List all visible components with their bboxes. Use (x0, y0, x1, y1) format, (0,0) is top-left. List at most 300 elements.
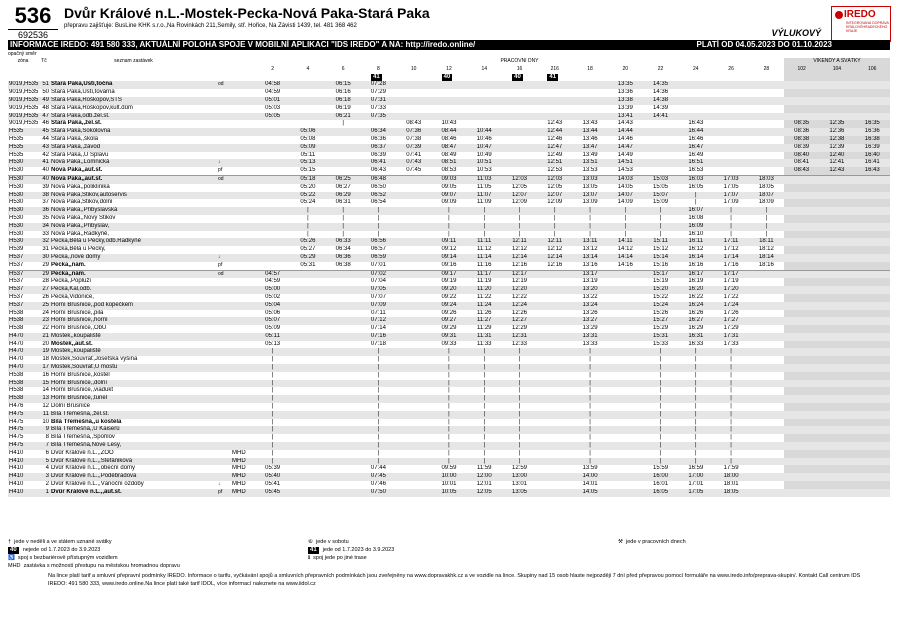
time-cell: | (467, 442, 502, 450)
zone-cell: H470 (8, 348, 38, 356)
time-cell (855, 192, 890, 200)
zone-cell: H538 (8, 395, 38, 403)
time-cell (713, 113, 748, 121)
stop-number-cell: 31 (42, 246, 49, 253)
time-cell (502, 81, 537, 89)
time-cell (819, 262, 854, 270)
time-cell: 07:35 (361, 113, 396, 121)
time-cell: 12:59 (511, 465, 527, 472)
time-cell (396, 294, 431, 302)
stop-name-cell: Dvůr Králové n.L.,,aut.st. (50, 489, 217, 497)
time-cell: 14:53 (617, 167, 633, 174)
trip-flag (855, 74, 890, 82)
time-cell (290, 411, 325, 419)
time-cell: 11:14 (467, 254, 502, 262)
time-cell: 12:36 (819, 128, 854, 136)
time-cell: 05:03 (265, 104, 281, 111)
time-cell (819, 254, 854, 262)
timetable-header (8, 5, 831, 39)
time-cell (749, 419, 784, 427)
zone-cell: 9019,H535 (9, 104, 38, 111)
timetable-table (8, 58, 890, 497)
table-row (8, 223, 890, 231)
time-cell: | (431, 426, 466, 434)
mhd-cell (231, 317, 255, 325)
time-cell: 10:43 (441, 120, 457, 127)
table-row (8, 152, 890, 160)
time-cell (396, 199, 431, 207)
time-cell: 17:05 (678, 489, 713, 497)
time-cell (537, 395, 572, 403)
time-cell: 14:01 (582, 481, 598, 488)
stop-name-cell: Nová Paka,,poliklinika (51, 183, 110, 190)
time-cell: | (290, 207, 325, 215)
stop-number-cell: 30 (38, 254, 50, 262)
stop-name-cell: Bílá Třemešná,,U Kaiserů (50, 426, 217, 434)
time-cell: 12:43 (547, 120, 563, 127)
mhd-cell (231, 403, 255, 411)
zone-cell: H538 (8, 317, 38, 325)
time-cell (819, 348, 854, 356)
mhd-cell (231, 152, 255, 160)
time-cell: 08:51 (431, 159, 466, 167)
stop-name-cell: Stará Paka,,žel.st. (51, 120, 102, 127)
arrival-departure-cell (217, 128, 231, 136)
time-cell (290, 458, 325, 466)
time-cell: | (643, 426, 678, 434)
time-cell: 09:11 (431, 238, 466, 246)
stop-number-cell: 49 (38, 97, 50, 105)
time-cell: 11:20 (467, 286, 502, 294)
time-cell: | (483, 214, 485, 221)
zone-cell: H470 (9, 340, 24, 347)
zone-cell: H537 (9, 278, 24, 285)
time-cell: | (377, 230, 380, 237)
time-cell: | (271, 434, 274, 441)
time-cell: 05:15 (300, 167, 316, 174)
stop-name-cell: Pecka,Kal,odb. (50, 286, 217, 294)
time-cell (784, 419, 819, 427)
table-row (8, 302, 890, 310)
time-cell (608, 411, 643, 419)
time-cell (749, 89, 784, 97)
time-cell (643, 152, 678, 160)
time-cell: 15:12 (653, 246, 669, 253)
table-row (8, 348, 890, 356)
sunday-icon: † (8, 539, 12, 545)
mhd-cell: MHD (231, 473, 255, 481)
mhd-cell (231, 262, 255, 270)
time-cell (326, 364, 361, 372)
stop-name-cell: Dvůr Králové n.L.,,Vánoční ozdoby (51, 481, 144, 488)
time-cell: 11:59 (476, 465, 492, 472)
time-cell (819, 481, 854, 489)
info-left: INFORMACE IREDO: 491 580 333, AKTUÁLNÍ POLOHA SPOJE V MOBILNÍ APLIKACI "IDS IREDO" A NA: http://iredo.online/ (10, 40, 476, 49)
stop-number-cell: 51 (38, 81, 50, 89)
time-cell (290, 286, 325, 294)
time-cell (537, 310, 572, 318)
table-row (8, 419, 890, 427)
time-cell: | (678, 348, 713, 356)
time-cell: 07:18 (370, 340, 386, 347)
time-cell (396, 278, 431, 286)
time-cell: 17:12 (723, 246, 739, 253)
time-cell (396, 317, 431, 325)
table-row (8, 403, 890, 411)
time-cell: | (765, 230, 768, 237)
time-cell: 17:26 (723, 309, 739, 316)
time-cell: 06:15 (326, 81, 361, 89)
time-cell: 05:22 (290, 192, 325, 200)
time-cell (784, 105, 819, 113)
time-cell (749, 442, 784, 450)
time-cell: | (502, 364, 537, 372)
table-row (8, 159, 890, 167)
time-cell: | (695, 387, 697, 394)
time-cell (819, 223, 854, 231)
time-cell: 10:47 (467, 144, 502, 152)
arrival-departure-cell (217, 144, 231, 152)
time-cell: 12:27 (502, 317, 537, 325)
time-cell (713, 81, 748, 89)
time-cell (784, 372, 819, 380)
time-cell: 06:29 (326, 192, 361, 200)
zone-cell: H537 (8, 286, 38, 294)
table-row (8, 128, 890, 136)
time-cell: 10:05 (431, 489, 466, 497)
time-cell: 12:35 (819, 120, 854, 128)
mhd-cell (231, 254, 255, 262)
time-cell: 07:02 (361, 270, 396, 278)
trip-flag (643, 74, 678, 82)
zone-cell: H538 (9, 325, 24, 332)
time-cell: 17:27 (713, 317, 748, 325)
time-cell: 08:43 (784, 167, 819, 175)
time-cell: | (659, 214, 662, 221)
time-cell (608, 426, 643, 434)
time-cell (855, 473, 890, 481)
time-cell: 14:44 (608, 128, 643, 136)
time-cell: | (255, 348, 290, 356)
stop-name-cell: Horní Brusnice,,ObÚ (51, 325, 107, 332)
stop-number-cell: 8 (45, 434, 49, 441)
arrival-departure-cell (217, 113, 231, 121)
time-cell (608, 372, 643, 380)
time-cell: 14:03 (608, 175, 643, 183)
time-cell: 17:19 (723, 278, 739, 285)
time-cell: 16:17 (678, 270, 713, 278)
table-row (8, 489, 890, 497)
time-cell: 14:47 (608, 144, 643, 152)
stop-number-cell: 14 (42, 387, 49, 394)
time-cell: | (659, 418, 662, 425)
time-cell (326, 380, 361, 388)
time-cell (255, 167, 290, 175)
time-cell: 07:29 (370, 89, 386, 96)
stop-number-cell: 48 (42, 104, 49, 111)
stop-name-cell: Bílá Třemešná,,u kostela (51, 418, 122, 425)
time-cell: | (431, 458, 466, 466)
logo-circle-icon (835, 11, 843, 19)
trip-flag (467, 74, 502, 82)
time-cell (784, 302, 819, 310)
time-cell (749, 387, 784, 395)
time-cell: 13:59 (582, 465, 598, 472)
time-cell: | (695, 418, 697, 425)
mhd-cell (231, 395, 255, 403)
time-cell (678, 89, 713, 97)
time-cell (784, 317, 819, 325)
time-cell: 07:31 (361, 97, 396, 105)
mhd-cell (231, 278, 255, 286)
time-cell (819, 364, 854, 372)
time-cell: 07:39 (396, 144, 431, 152)
stop-number-cell: 6 (45, 449, 49, 456)
table-row (8, 333, 890, 341)
time-cell (784, 270, 819, 278)
stop-name-cell: Mostek,Souvrať,Josefská výšina (51, 356, 138, 363)
zone-cell: 9019,H535 (9, 112, 38, 119)
trip-flag (713, 74, 748, 82)
time-cell: 13:19 (582, 278, 598, 285)
time-cell (396, 246, 431, 254)
time-cell: 18:14 (749, 254, 784, 262)
time-cell: | (678, 364, 713, 372)
time-cell: 08:43 (406, 120, 422, 127)
time-cell: 12:53 (547, 167, 563, 174)
time-cell: 11:33 (476, 340, 492, 347)
time-cell (537, 270, 572, 278)
legend-item: ♿ spoj s bezbariérově přístupným vozidlem (8, 555, 118, 561)
stop-number-cell: 45 (38, 128, 50, 136)
time-cell (326, 278, 361, 286)
time-cell (819, 294, 854, 302)
time-cell: | (431, 442, 466, 450)
time-cell: | (713, 380, 748, 388)
time-cell: | (255, 426, 290, 434)
time-cell: | (431, 223, 466, 231)
time-cell: | (483, 371, 485, 378)
time-cell: 15:20 (643, 286, 678, 294)
time-cell: 06:18 (326, 97, 361, 105)
time-cell: 08:53 (441, 167, 457, 174)
arrival-departure-cell (217, 136, 231, 144)
time-cell: 09:26 (441, 309, 457, 316)
time-cell: | (695, 434, 697, 441)
time-cell (537, 465, 572, 473)
trip-number: 102 (784, 66, 819, 74)
time-cell (396, 207, 431, 215)
time-cell (855, 333, 890, 341)
zone-cell: H410 (8, 473, 38, 481)
time-cell (290, 395, 325, 403)
zone-cell: H535 (8, 128, 38, 136)
table-row (8, 364, 890, 372)
zone-cell: H530 (8, 207, 38, 215)
zone-cell: H530 (8, 192, 38, 200)
time-cell: 05:06 (290, 128, 325, 136)
mhd-cell (231, 238, 255, 246)
time-cell (290, 387, 325, 395)
time-cell (537, 380, 572, 388)
stop-number-cell: 29 (42, 261, 49, 268)
time-cell: 18:00 (713, 473, 748, 481)
time-cell (326, 348, 361, 356)
time-cell (784, 434, 819, 442)
time-cell (855, 395, 890, 403)
time-cell: 10:44 (467, 128, 502, 136)
time-cell (326, 473, 361, 481)
time-cell (855, 380, 890, 388)
time-cell: | (518, 371, 521, 378)
time-cell (784, 387, 819, 395)
time-cell (784, 473, 819, 481)
trip-number: 216 (550, 65, 559, 72)
time-cell (467, 113, 502, 121)
stop-name-cell: Nová Paka,,Přibyslavská (50, 207, 217, 215)
tariff-note: Na lince platí tarif a smluvní přepravní podmínky IREDO. Informace o tarifu, vyčkávání spojů a smluvních přepravních podmínkách jsou zveřejněny na www.dopravakhk.cz a ve vozidle na lince. Skupiny nad 15 osob hlaste nejpozději 7 dní před přepravou pomocí formuláře na www.iredo.info/preprava-skupin/. Kontakt Call centrum IDS IREDO: 491 580 333, www.iredo.online.Na lince platí také tarif IDOL, více informací naleznete na www.iidol.cz (48, 573, 861, 587)
arrival-departure-cell (217, 278, 231, 286)
time-cell: | (589, 418, 591, 425)
mhd-cell: MHD (232, 481, 246, 488)
time-cell (784, 426, 819, 434)
time-cell (855, 341, 890, 349)
time-cell (255, 175, 290, 183)
time-cell: 15:27 (643, 317, 678, 325)
stop-number-cell: 41 (38, 159, 50, 167)
time-cell (819, 207, 854, 215)
trip-flag (572, 74, 607, 82)
stop-number-cell: 18 (42, 356, 49, 363)
stop-number-cell: 20 (42, 340, 49, 347)
time-cell (396, 426, 431, 434)
time-cell: 12:49 (547, 151, 563, 158)
time-cell: | (643, 395, 678, 403)
time-cell (396, 489, 431, 497)
time-cell (502, 105, 537, 113)
time-cell (326, 356, 361, 364)
time-cell: | (678, 411, 713, 419)
time-cell: 12:33 (511, 340, 527, 347)
arrival-departure-cell (217, 97, 231, 105)
time-cell (855, 387, 890, 395)
time-cell: | (659, 356, 662, 363)
time-cell: 10:49 (476, 151, 492, 158)
time-cell: | (271, 403, 274, 410)
time-cell (749, 120, 784, 128)
stop-number-cell: 24 (42, 309, 49, 316)
time-cell: | (255, 395, 290, 403)
time-cell: 05:41 (265, 481, 281, 488)
time-cell (608, 458, 643, 466)
time-cell (749, 372, 784, 380)
table-row (8, 81, 890, 89)
stop-number-cell: 29 (38, 270, 50, 278)
time-cell: 15:31 (643, 333, 678, 341)
time-cell: 07:45 (406, 167, 422, 174)
time-cell: 18:05 (758, 183, 774, 190)
time-cell (608, 403, 643, 411)
time-cell (396, 403, 431, 411)
time-cell: | (448, 418, 450, 425)
time-cell (749, 481, 784, 489)
time-cell (502, 136, 537, 144)
time-cell: 18:05 (713, 489, 748, 497)
time-cell (855, 184, 890, 192)
time-cell (502, 97, 537, 105)
time-cell (608, 395, 643, 403)
zone-cell: H410 (8, 489, 38, 497)
stop-number-cell: 4 (45, 465, 49, 472)
stop-name-cell: Horní Brusnice,,pod kopečkem (50, 302, 217, 310)
time-cell (255, 262, 290, 270)
time-cell: | (502, 442, 537, 450)
time-cell (819, 356, 854, 364)
time-cell: | (467, 458, 502, 466)
arrival-departure-cell (217, 207, 231, 215)
zone-cell: H475 (9, 418, 24, 425)
time-cell (784, 333, 819, 341)
time-cell: 08:35 (784, 120, 819, 128)
arrival-departure-cell (217, 450, 231, 458)
stop-name-cell: Pecka,Bělá u Pecky,odb.Radkyně (50, 238, 217, 246)
time-cell (784, 286, 819, 294)
stop-number-cell: 43 (38, 144, 50, 152)
mhd-cell (231, 128, 255, 136)
time-cell (537, 294, 572, 302)
time-cell (819, 175, 854, 183)
time-cell: 07:33 (370, 104, 386, 111)
time-cell: 11:29 (476, 325, 492, 332)
time-cell: 13:51 (572, 159, 607, 167)
code-40-icon: 40 (10, 547, 17, 553)
stop-number-cell: 21 (38, 333, 50, 341)
time-cell: | (255, 442, 290, 450)
time-cell (326, 136, 361, 144)
stop-name-cell: Mostek,,koupaliště (50, 348, 217, 356)
trip-flag-row (8, 74, 890, 82)
time-cell (855, 97, 890, 105)
time-cell: 13:43 (582, 120, 598, 127)
stop-number-cell: 3 (38, 473, 50, 481)
time-cell: 06:59 (361, 254, 396, 262)
time-cell (784, 356, 819, 364)
zone-cell: H530 (9, 183, 24, 190)
table-row (8, 167, 890, 175)
time-cell (784, 113, 819, 121)
time-cell (608, 302, 643, 310)
time-cell: 07:01 (370, 261, 386, 268)
time-cell: 13:44 (572, 128, 607, 136)
stop-name-cell: Nová Paka,,Nový Štikov (51, 214, 116, 221)
time-cell (290, 403, 325, 411)
time-cell (784, 294, 819, 302)
stop-number-cell: 22 (42, 325, 49, 332)
time-cell: 11:24 (467, 302, 502, 310)
time-cell (855, 356, 890, 364)
stop-number-cell: 26 (42, 293, 49, 300)
time-cell: 18:12 (758, 246, 774, 253)
trip-number: 104 (819, 66, 854, 74)
trip-number: 2 (271, 65, 275, 72)
stop-name-cell: Stará Paka,,škola (51, 135, 99, 142)
time-cell (290, 434, 325, 442)
arrival-departure-cell (217, 411, 231, 419)
mhd-cell (231, 419, 255, 427)
time-cell (326, 159, 361, 167)
table-row (8, 294, 890, 302)
time-cell: | (518, 230, 521, 237)
